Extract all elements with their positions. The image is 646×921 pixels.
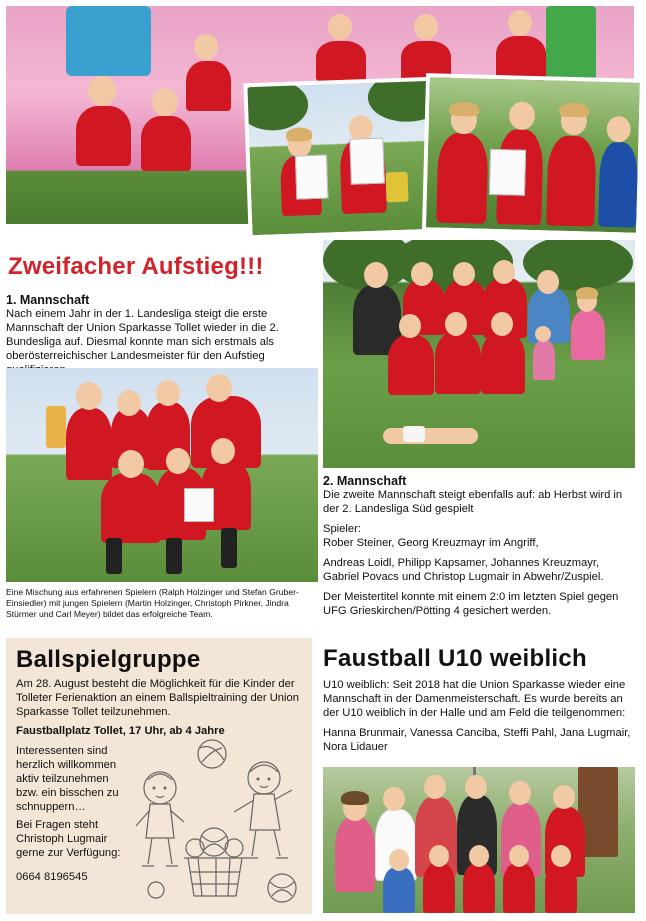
photo-kids-group xyxy=(422,73,644,237)
ballspiel-contact: Bei Fragen steht Christoph Lugmair gerne zur Verfügung: xyxy=(16,819,121,859)
ballspiel-box xyxy=(6,638,312,914)
bouncy-castle-tower xyxy=(66,6,151,76)
ballspiel-phone: 0664 8196545 xyxy=(16,871,88,883)
photo-kids-with-certificates xyxy=(243,77,440,240)
ballspiel-interest: Interessenten sind herzlich willkommen aktiv teilzunehmen bzw. ein bisschen zu schnuppern… xyxy=(16,745,119,813)
faustball-text: U10 weiblich: Seit 2018 hat die Union Sparkasse wieder eine Mannschaft in der Damenmeisterschaft. Es wurde bereits an der U10 weiblich in der Halle und am Feld die teilgenommen: xyxy=(323,679,626,719)
photo-second-team xyxy=(323,240,635,468)
ballspiel-location: Faustballplatz Tollet, 17 Uhr, ab 4 Jahre xyxy=(16,725,225,737)
players-defense: Andreas Loidl, Philipp Kapsamer, Johannes Kreuzmayr, Gabriel Povacs und Christop Lugmair in Abwehr/Zuspiel. xyxy=(323,557,604,583)
first-team-photo-caption: Eine Mischung aus erfahrenen Spielern (Ralph Holzinger und Stefan Gruber-Einsiedler) mit jungen Spielern (Martin Holzinger, Christoph Pirkner, Jindra Stürmer und Carl Meyer) bildet das erfolgreiche Team. xyxy=(6,587,299,619)
players-attack: Rober Steiner, Georg Kreuzmayr im Angriff, xyxy=(323,537,539,549)
kids-playing-ball-illustration xyxy=(132,738,306,908)
photo-first-team xyxy=(6,368,318,582)
title-secured-text: Der Meistertitel konnte mit einem 2:0 im letzten Spiel gegen UFG Grieskirchen/Pötting 4 gesichert werden. xyxy=(323,591,619,617)
second-team-text: Die zweite Mannschaft steigt ebenfalls auf: ab Herbst wird in der 2. Landesliga Süd gespielt xyxy=(323,489,623,515)
faustball-title: Faustball U10 weiblich xyxy=(323,645,588,672)
faustball-players: Hanna Brunmair, Vanessa Canciba, Steffi Pahl, Jana Lugmair, Nora Lidauer xyxy=(323,727,631,753)
ballspiel-intro: Am 28. August besteht die Möglichkeit für die Kinder der Tolleter Ferienaktion an einem Ballspieltraining der Union Sparkasse Tollet teilzunehmen. xyxy=(16,678,299,718)
first-team-heading: 1. Mannschaft xyxy=(6,293,90,307)
players-label: Spieler: xyxy=(323,523,361,535)
second-team-heading: 2. Mannschaft xyxy=(323,474,407,488)
aufstieg-title: Zweifacher Aufstieg!!! xyxy=(8,253,264,280)
ballspiel-title: Ballspielgruppe xyxy=(16,646,201,673)
bouncy-castle-tower-right xyxy=(546,6,596,81)
photo-u10-team xyxy=(323,767,635,913)
first-team-text: Nach einem Jahr in der 1. Landesliga steigt die erste Mannschaft der Union Sparkasse Tollet wieder in die 2. Bundesliga auf. Diesmal konnte man sich erstmals als oberösterreichischer Landesmeister für den Aufstieg xyxy=(6,308,279,362)
